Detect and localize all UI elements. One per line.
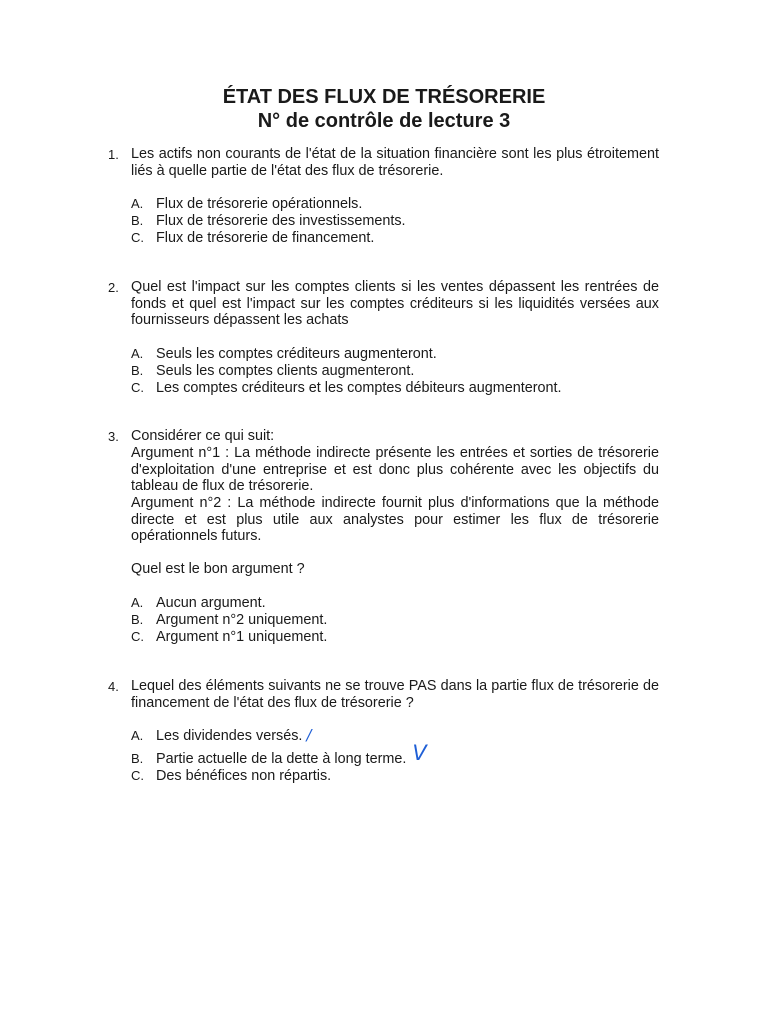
option-a — [131, 595, 691, 612]
question-intro: Considérer ce qui suit: — [131, 428, 275, 444]
option-text: Partie actuelle de la dette à long terme. — [156, 751, 407, 767]
question-number: 2. — [108, 280, 119, 295]
option-text: Seuls les comptes clients augmenteront. — [156, 363, 415, 379]
option-text: Flux de trésorerie des investissements. — [156, 213, 406, 229]
option-c — [131, 230, 691, 247]
option-letter: C. — [131, 380, 144, 395]
question-text: Lequel des éléments suivants ne se trouve PAS dans la partie flux de trésorerie de financement de l'état des flux de trésorerie ? — [131, 678, 659, 711]
option-letter: B. — [131, 213, 144, 228]
page-title: ÉTAT DES FLUX DE TRÉSORERIE — [222, 86, 546, 108]
option-letter: B. — [131, 751, 144, 766]
handwritten-slash-mark: / — [306, 726, 312, 744]
option-b — [131, 612, 691, 629]
option-text: Les dividendes versés. — [156, 728, 303, 744]
option-text: Seuls les comptes créditeurs augmenteront. — [156, 346, 437, 362]
option-letter: C. — [131, 629, 144, 644]
question-number: 4. — [108, 679, 119, 694]
question-text: Quel est l'impact sur les comptes clients si les ventes dépassent les rentrées de fonds et quel est l'impact sur les comptes créditeurs si les liquidités versées aux fournisseurs dépassent les achats — [131, 279, 659, 329]
option-letter: A. — [131, 346, 144, 361]
option-b — [131, 213, 691, 230]
option-b — [131, 741, 691, 768]
option-text: Flux de trésorerie de financement. — [156, 230, 375, 246]
question-number: 3. — [108, 429, 119, 444]
option-letter: A. — [131, 728, 144, 743]
option-text: Des bénéfices non répartis. — [156, 768, 332, 784]
option-letter: B. — [131, 363, 144, 378]
option-text: Flux de trésorerie opérationnels. — [156, 196, 363, 212]
argument-1: Argument n°1 : La méthode indirecte présente les entrées et sorties de trésorerie d'exploitation d'une entreprise et est donc plus cohérente avec les objectifs du tableau de flux de trésorerie. — [131, 445, 659, 495]
option-text: Les comptes créditeurs et les comptes débiteurs augmenteront. — [156, 380, 562, 396]
option-letter: A. — [131, 595, 144, 610]
option-text: Argument n°2 uniquement. — [156, 612, 328, 628]
option-text: Argument n°1 uniquement. — [156, 629, 328, 645]
question-prompt: Quel est le bon argument ? — [131, 561, 305, 577]
option-c — [131, 380, 691, 397]
question-text: Les actifs non courants de l'état de la situation financière sont les plus étroitement liés à quelle partie de l'état des flux de trésorerie. — [131, 146, 659, 179]
option-c — [131, 768, 691, 785]
option-letter: A. — [131, 196, 144, 211]
option-b — [131, 363, 691, 380]
argument-2: Argument n°2 : La méthode indirecte fournit plus d'informations que la méthode directe et est plus utile aux analystes pour estimer les flux de trésorerie opérationnels futurs. — [131, 495, 659, 545]
page-subtitle: N° de contrôle de lecture 3 — [257, 110, 511, 132]
option-a — [131, 727, 691, 745]
option-letter: C. — [131, 230, 144, 245]
question-number: 1. — [108, 147, 119, 162]
handwritten-check-mark: V — [412, 741, 427, 765]
option-a — [131, 346, 691, 363]
option-letter: B. — [131, 612, 144, 627]
option-c — [131, 629, 691, 646]
option-text: Aucun argument. — [156, 595, 266, 611]
option-a — [131, 196, 691, 213]
option-letter: C. — [131, 768, 144, 783]
